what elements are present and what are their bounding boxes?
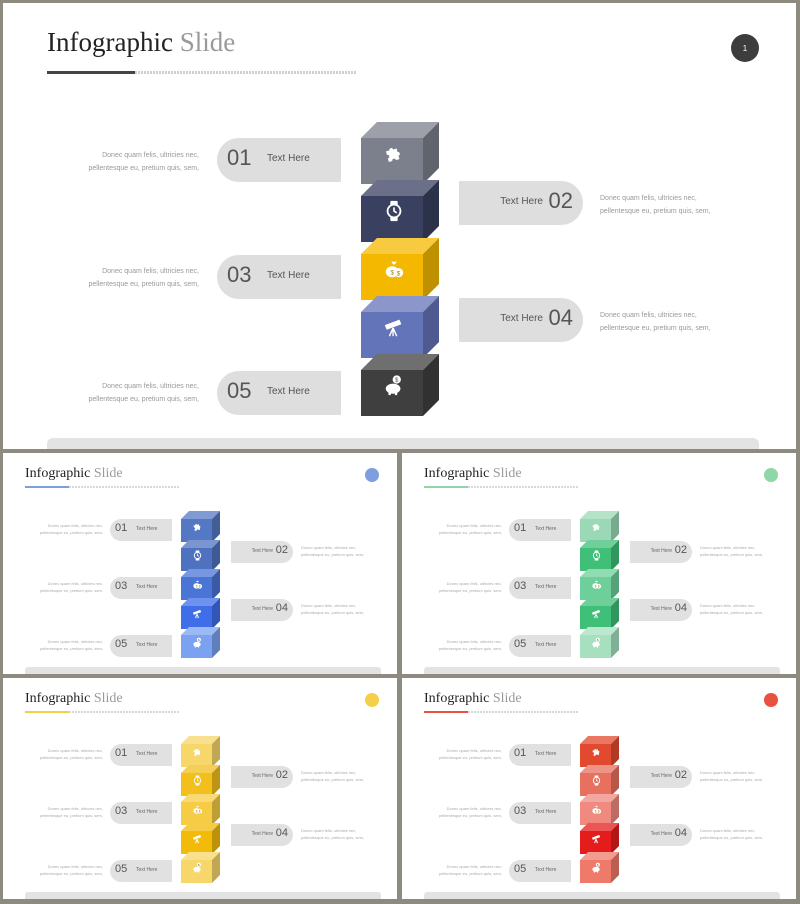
variant-red-cube-3 (580, 794, 619, 825)
puzzle-icon (383, 142, 405, 164)
variant-green-step-4-pill (630, 599, 692, 621)
variant-yellow-title-word-1: Infographic (25, 691, 91, 706)
variant-green-title-word-2: Slide (492, 466, 522, 481)
title-underline (47, 71, 135, 74)
variant-yellow-step-2-label: Text Here (251, 773, 273, 779)
variant-blue-step-4-description: Donec quam felis, ultricies nec, pellentesque eu, pretium quis, sem, (301, 603, 365, 615)
variant-green-step-3-pill (509, 577, 571, 599)
variant-red-step-1-label: Text Here (535, 751, 557, 757)
main-cube-5 (361, 354, 439, 416)
variant-blue-step-4-label: Text Here (251, 606, 273, 612)
variant-yellow-cube-2 (181, 765, 220, 796)
variant-yellow-step-3-pill (110, 802, 172, 824)
variant-slide-green (402, 453, 796, 674)
step-5-description: Donec quam felis, ultricies nec, pellentesque eu, pretium quis, sem, (88, 383, 199, 403)
variant-blue-step-5-number: 05 (115, 638, 128, 650)
step-4-number: 04 (548, 305, 573, 330)
variant-blue-title (25, 466, 123, 482)
variant-yellow-cube-1 (181, 736, 220, 767)
telescope-icon (383, 316, 405, 338)
variant-green-step-3-description: Donec quam felis, ultricies nec, pellentesque eu, pretium quis, sem, (438, 581, 502, 593)
variant-green-cube-3 (580, 569, 619, 600)
variant-red-step-1-pill (509, 744, 571, 766)
variant-red-footer-bar (424, 892, 780, 899)
variant-red-step-5-number: 05 (514, 863, 527, 875)
variant-blue-title-word-1: Infographic (25, 466, 91, 481)
step-4-description: Donec quam felis, ultricies nec, pellentesque eu, pretium quis, sem, (600, 312, 711, 332)
variant-green-footer-bar (424, 667, 780, 674)
variant-blue-step-1-pill (110, 519, 172, 541)
variant-red-step-1-number: 01 (514, 747, 527, 759)
svg-text:$: $ (195, 809, 198, 814)
watch-icon (383, 200, 405, 222)
piggy-bank-icon (383, 374, 405, 396)
main-cube-4 (361, 296, 439, 358)
variant-red-step-3-description: Donec quam felis, ultricies nec, pellentesque eu, pretium quis, sem, (438, 806, 502, 818)
variant-green-step-5-label: Text Here (535, 642, 557, 648)
variant-green-cube-2 (580, 540, 619, 571)
variant-green-step-2-description: Donec quam felis, ultricies nec, pellentesque eu, pretium quis, sem, (700, 545, 764, 557)
variant-red-title (424, 691, 522, 707)
variant-blue-step-1-description: Donec quam felis, ultricies nec, pellentesque eu, pretium quis, sem, (39, 523, 103, 535)
telescope-icon (591, 833, 602, 844)
variant-blue-step-2-label: Text Here (251, 548, 273, 554)
variant-green-step-4-number: 04 (674, 602, 687, 614)
telescope-icon (192, 833, 203, 844)
svg-text:$: $ (390, 269, 394, 277)
step-3-description: Donec quam felis, ultricies nec, pellentesque eu, pretium quis, sem, (88, 268, 199, 288)
variant-green-title-underline (424, 486, 468, 488)
step-1-number: 01 (227, 145, 252, 170)
title-underline-dotted (135, 71, 357, 74)
variant-yellow-title (25, 691, 123, 707)
variant-yellow-cube-4 (181, 823, 220, 854)
variant-yellow-step-1-number: 01 (115, 747, 128, 759)
svg-text:$: $ (198, 584, 201, 589)
variant-yellow-step-2-description: Donec quam felis, ultricies nec, pellentesque eu, pretium quis, sem, (301, 770, 365, 782)
main-cube-1 (361, 122, 439, 184)
variant-blue-step-2-number: 02 (275, 544, 288, 556)
title-word-infographic: Infographic (47, 27, 173, 57)
variant-blue-step-5-description: Donec quam felis, ultricies nec, pellentesque eu, pretium quis, sem, (39, 639, 103, 651)
variant-green-step-3-number: 03 (514, 580, 527, 592)
variant-yellow-step-5-description: Donec quam felis, ultricies nec, pellentesque eu, pretium quis, sem, (39, 864, 103, 876)
variant-yellow-cube-5 (181, 852, 220, 883)
variant-red-step-4-number: 04 (674, 827, 687, 839)
variant-blue-step-1-label: Text Here (136, 526, 158, 532)
variant-red-step-2-pill (630, 766, 692, 788)
variant-yellow-step-4-label: Text Here (251, 831, 273, 837)
piggy-bank-icon (192, 862, 203, 873)
variant-blue-step-3-number: 03 (115, 580, 128, 592)
piggy-bank-icon (591, 862, 602, 873)
variant-yellow-step-5-pill (110, 860, 172, 882)
variant-red-step-5-description: Donec quam felis, ultricies nec, pellentesque eu, pretium quis, sem, (438, 864, 502, 876)
variant-yellow-step-3-label: Text Here (136, 809, 158, 815)
svg-text:$: $ (594, 809, 597, 814)
puzzle-icon (192, 521, 203, 532)
variant-blue-step-4-number: 04 (275, 602, 288, 614)
variant-blue-step-1-number: 01 (115, 522, 128, 534)
main-cube-3 (361, 238, 439, 300)
telescope-icon (591, 608, 602, 619)
variant-green-step-5-pill (509, 635, 571, 657)
money-bag-icon (192, 804, 203, 815)
variant-blue-cube-4 (181, 598, 220, 629)
puzzle-icon (591, 521, 602, 532)
variant-blue-step-3-description: Donec quam felis, ultricies nec, pellentesque eu, pretium quis, sem, (39, 581, 103, 593)
variant-red-title-underline-dotted (468, 711, 578, 713)
step-2-number: 02 (548, 188, 573, 213)
variant-green-step-2-number: 02 (674, 544, 687, 556)
variant-green-cube-4 (580, 598, 619, 629)
money-bag-icon (591, 579, 602, 590)
step-4-label: Text Here (500, 313, 543, 324)
svg-text:$: $ (597, 862, 599, 867)
variant-blue-title-underline (25, 486, 69, 488)
step-2-pill (459, 181, 583, 225)
variant-red-cube-1 (580, 736, 619, 767)
step-3-pill (217, 255, 341, 299)
step-2-description: Donec quam felis, ultricies nec, pellentesque eu, pretium quis, sem, (600, 195, 711, 215)
variant-red-step-2-number: 02 (674, 769, 687, 781)
variant-green-step-4-label: Text Here (650, 606, 672, 612)
variant-green-title-underline-dotted (468, 486, 578, 488)
svg-text:$: $ (594, 584, 597, 589)
variant-yellow-step-1-pill (110, 744, 172, 766)
variant-red-cube-5 (580, 852, 619, 883)
variant-yellow-page-dot (365, 693, 379, 707)
step-4-pill (459, 298, 583, 342)
variant-green-cube-5 (580, 627, 619, 658)
variant-blue-step-5-label: Text Here (136, 642, 158, 648)
variant-red-step-5-label: Text Here (535, 867, 557, 873)
variant-slide-blue (3, 453, 397, 674)
variant-green-cube-stack (580, 511, 619, 661)
variant-blue-page-dot (365, 468, 379, 482)
piggy-bank-icon (192, 637, 203, 648)
variant-red-step-4-pill (630, 824, 692, 846)
variant-green-title-word-1: Infographic (424, 466, 490, 481)
svg-text:$: $ (198, 862, 200, 867)
variant-yellow-title-underline (25, 711, 69, 713)
main-slide (3, 3, 796, 449)
variant-blue-cube-3 (181, 569, 220, 600)
cube-stack (361, 122, 439, 422)
variant-green-step-5-number: 05 (514, 638, 527, 650)
variant-yellow-cube-3 (181, 794, 220, 825)
svg-text:$: $ (198, 809, 201, 814)
variant-green-step-3-label: Text Here (535, 584, 557, 590)
variant-red-step-2-description: Donec quam felis, ultricies nec, pellentesque eu, pretium quis, sem, (700, 770, 764, 782)
step-5-label: Text Here (267, 386, 310, 397)
svg-text:$: $ (395, 377, 399, 384)
variant-red-step-3-label: Text Here (535, 809, 557, 815)
svg-text:$: $ (195, 584, 198, 589)
svg-text:$: $ (597, 637, 599, 642)
variant-green-step-1-pill (509, 519, 571, 541)
step-3-number: 03 (227, 262, 252, 287)
variant-yellow-title-underline-dotted (69, 711, 179, 713)
page-number-badge: 1 (731, 34, 759, 62)
watch-icon (192, 550, 203, 561)
step-3-label: Text Here (267, 270, 310, 281)
step-1-pill (217, 138, 341, 182)
variant-green-page-dot (764, 468, 778, 482)
variant-green-step-2-pill (630, 541, 692, 563)
variant-yellow-step-5-number: 05 (115, 863, 128, 875)
variant-blue-step-2-pill (231, 541, 293, 563)
variant-yellow-step-3-description: Donec quam felis, ultricies nec, pellentesque eu, pretium quis, sem, (39, 806, 103, 818)
variant-red-cube-2 (580, 765, 619, 796)
main-cube-2 (361, 180, 439, 242)
variant-green-step-5-description: Donec quam felis, ultricies nec, pellentesque eu, pretium quis, sem, (438, 639, 502, 651)
variant-blue-title-word-2: Slide (93, 466, 123, 481)
variant-red-step-4-label: Text Here (650, 831, 672, 837)
step-1-description: Donec quam felis, ultricies nec, pellentesque eu, pretium quis, sem, (88, 152, 199, 172)
watch-icon (591, 775, 602, 786)
variant-red-cube-4 (580, 823, 619, 854)
puzzle-icon (192, 746, 203, 757)
variant-blue-step-5-pill (110, 635, 172, 657)
variant-blue-step-3-label: Text Here (136, 584, 158, 590)
variant-yellow-step-1-label: Text Here (136, 751, 158, 757)
title-word-slide: Slide (179, 27, 236, 57)
slide-title (47, 27, 235, 58)
variant-green-cube-1 (580, 511, 619, 542)
variant-blue-title-underline-dotted (69, 486, 179, 488)
variant-blue-step-2-description: Donec quam felis, ultricies nec, pellentesque eu, pretium quis, sem, (301, 545, 365, 557)
money-bag-icon (383, 258, 405, 280)
telescope-icon (192, 608, 203, 619)
variant-green-step-2-label: Text Here (650, 548, 672, 554)
svg-text:$: $ (396, 270, 401, 278)
variant-red-step-5-pill (509, 860, 571, 882)
piggy-bank-icon (591, 637, 602, 648)
variant-yellow-title-word-2: Slide (93, 691, 123, 706)
step-2-label: Text Here (500, 196, 543, 207)
variant-blue-cube-1 (181, 511, 220, 542)
variant-yellow-cube-stack (181, 736, 220, 886)
variant-red-step-1-description: Donec quam felis, ultricies nec, pellentesque eu, pretium quis, sem, (438, 748, 502, 760)
variant-yellow-step-3-number: 03 (115, 805, 128, 817)
variant-slide-red (402, 678, 796, 899)
variant-yellow-step-2-pill (231, 766, 293, 788)
step-5-pill (217, 371, 341, 415)
money-bag-icon (591, 804, 602, 815)
svg-text:$: $ (597, 809, 600, 814)
variant-yellow-step-2-number: 02 (275, 769, 288, 781)
variant-yellow-step-1-description: Donec quam felis, ultricies nec, pellentesque eu, pretium quis, sem, (39, 748, 103, 760)
variant-red-title-word-2: Slide (492, 691, 522, 706)
variant-blue-cube-2 (181, 540, 220, 571)
svg-text:$: $ (198, 637, 200, 642)
money-bag-icon (192, 579, 203, 590)
step-1-label: Text Here (267, 153, 310, 164)
variant-red-step-4-description: Donec quam felis, ultricies nec, pellentesque eu, pretium quis, sem, (700, 828, 764, 840)
footer-bar (47, 438, 759, 449)
variant-yellow-step-4-number: 04 (275, 827, 288, 839)
variant-green-step-1-number: 01 (514, 522, 527, 534)
variant-red-step-3-number: 03 (514, 805, 527, 817)
variant-blue-step-3-pill (110, 577, 172, 599)
variant-green-step-1-label: Text Here (535, 526, 557, 532)
variant-red-title-word-1: Infographic (424, 691, 490, 706)
variant-green-title (424, 466, 522, 482)
variant-blue-cube-5 (181, 627, 220, 658)
variant-green-step-1-description: Donec quam felis, ultricies nec, pellentesque eu, pretium quis, sem, (438, 523, 502, 535)
watch-icon (591, 550, 602, 561)
variant-red-cube-stack (580, 736, 619, 886)
variant-yellow-footer-bar (25, 892, 381, 899)
variant-red-title-underline (424, 711, 468, 713)
variant-green-step-4-description: Donec quam felis, ultricies nec, pellentesque eu, pretium quis, sem, (700, 603, 764, 615)
variant-yellow-step-4-description: Donec quam felis, ultricies nec, pellentesque eu, pretium quis, sem, (301, 828, 365, 840)
puzzle-icon (591, 746, 602, 757)
variant-blue-step-4-pill (231, 599, 293, 621)
watch-icon (192, 775, 203, 786)
step-5-number: 05 (227, 378, 252, 403)
variant-red-step-3-pill (509, 802, 571, 824)
variant-blue-footer-bar (25, 667, 381, 674)
variant-slide-yellow (3, 678, 397, 899)
variant-red-step-2-label: Text Here (650, 773, 672, 779)
variant-yellow-step-5-label: Text Here (136, 867, 158, 873)
variant-yellow-step-4-pill (231, 824, 293, 846)
svg-text:$: $ (597, 584, 600, 589)
variant-red-page-dot (764, 693, 778, 707)
variant-blue-cube-stack (181, 511, 220, 661)
